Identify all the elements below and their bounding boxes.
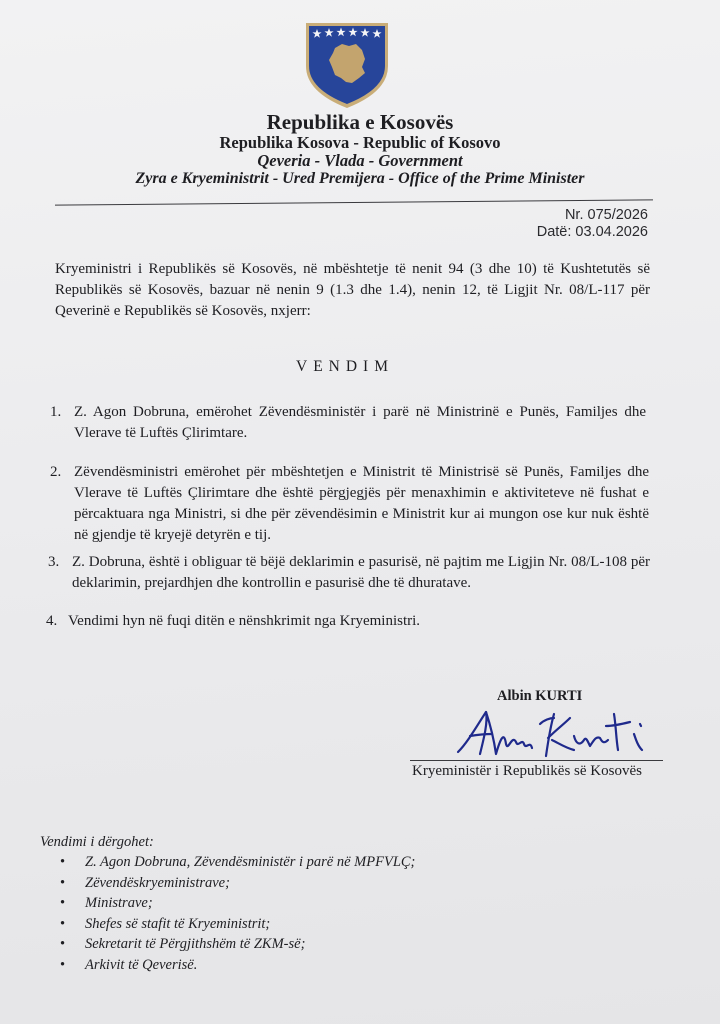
recipient-item: • Ministrave; <box>58 893 415 914</box>
decision-item: Vendimi hyn në fuqi ditën e nënshkrimit nga Kryeministri. <box>68 613 421 629</box>
intro-paragraph: Kryeministri i Republikës së Kosovës, në mbështetje të nenit 94 (3 dhe 10) të Kushtetutës së Republikës së Kosovës, bazuar në nenin 9 (1.3 dhe 1.4), nenin 12, të Ligjit Nr. 08/L-117 për Qeverinë e Republikës së Kosovës, nxjerr: <box>55 261 650 319</box>
reference-number: Nr. 075/2026 <box>564 207 648 223</box>
recipient-item: • Shefes së stafit të Kryeministrit; <box>58 914 415 935</box>
decision-title: VENDIM <box>296 358 394 375</box>
item-number: 2. <box>50 464 62 480</box>
header-office: Zyra e Kryeministrit - Ured Premijera - Office of the Prime Minister <box>135 170 585 187</box>
header-government: Qeveria - Vlada - Government <box>257 151 463 170</box>
recipient-item: • Sekretarit të Përgjithshëm të ZKM-së; <box>58 934 415 955</box>
recipient-item: • Z. Agon Dobruna, Zëvendësministër i parë në MPFVLÇ; <box>58 852 415 873</box>
handwritten-signature <box>450 704 665 760</box>
decision-item: Z. Agon Dobruna, emërohet Zëvendësministër i parë në Ministrinë e Punës, Familjes dhe Vlerave të Luftës Çlirimtare. <box>74 404 646 441</box>
item-number: 3. <box>48 554 60 570</box>
signatory-title: Kryeministër i Republikës së Kosovës <box>412 763 642 779</box>
decision-item: Z. Dobruna, është i obliguar të bëjë deklarimin e pasurisë, në pajtim me Ligjin Nr. 08/L-108 për deklarimin, prejardhjen dhe kontrollin e pasurisë dhe të dhuratave. <box>72 554 650 591</box>
item-number: 4. <box>46 613 58 629</box>
recipient-item: • Zëvendëskryeministrave; <box>58 873 415 894</box>
distribution-list <box>58 852 415 975</box>
signatory-name: Albin KURTI <box>497 688 583 704</box>
decision-item: Zëvendësministri emërohet për mbështetjen e Ministrit të Ministrisë së Punës, Familjes dhe Vlerave të Luftës Çlirimtare dhe është përgjegjës për menaxhimin e aktiviteteve në fushat e përcaktuara nga Ministri, si dhe për zëvendësimin e Ministrit kur ai mungon ose kur nuk është në gjendje të kryejë detyrën e tij. <box>74 464 649 543</box>
distribution-label: Vendimi i dërgohet: <box>40 834 154 850</box>
header-republic: Republika e Kosovës <box>266 110 454 134</box>
recipient-item: • Arkivit të Qeverisë. <box>58 955 415 976</box>
header-republic-alt: Republika Kosova - Republic of Kosovo <box>219 133 501 152</box>
kosovo-coat-of-arms-icon <box>302 20 392 110</box>
item-number: 1. <box>50 404 62 420</box>
header-divider <box>55 199 653 205</box>
reference-date: Datë: 03.04.2026 <box>536 224 648 240</box>
signature-line <box>410 760 663 761</box>
